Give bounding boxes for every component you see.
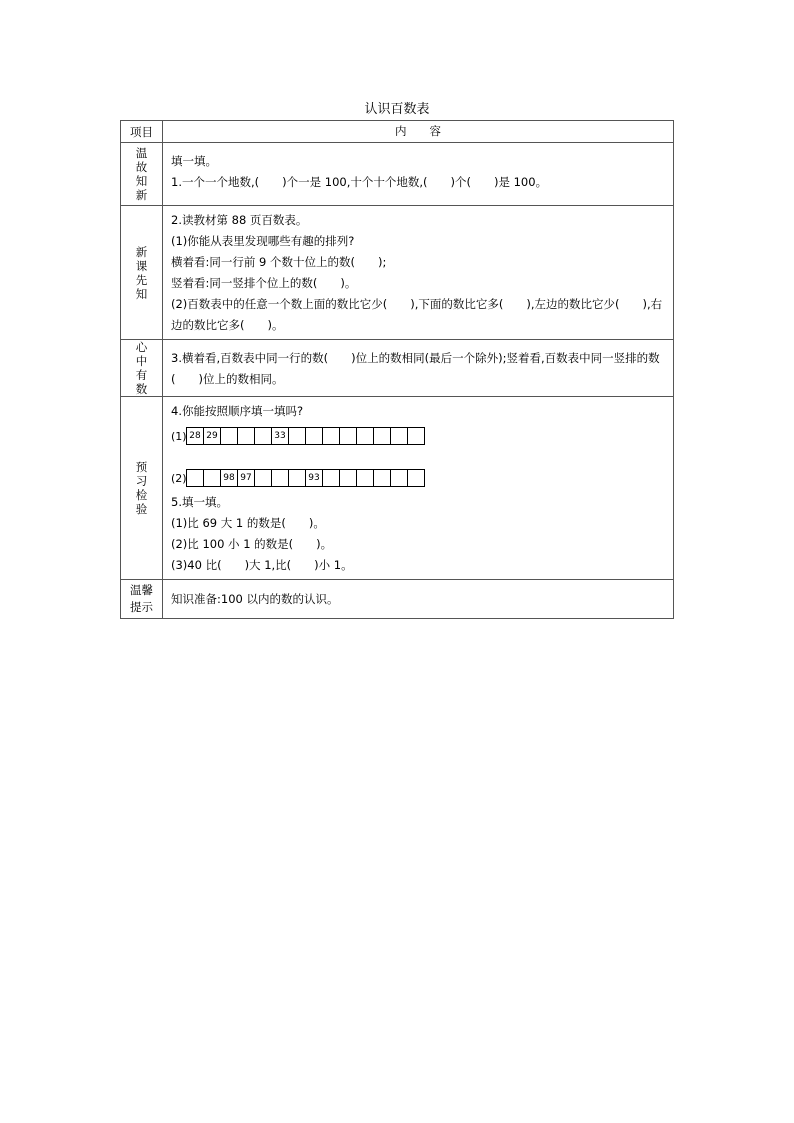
number-box[interactable]: [187, 469, 204, 487]
number-box[interactable]: [289, 469, 306, 487]
section-mind: [121, 340, 674, 397]
number-box[interactable]: 28: [187, 427, 204, 445]
section-content: [163, 206, 674, 340]
number-box[interactable]: [238, 427, 255, 445]
page-title: 认识百数表: [364, 102, 430, 117]
number-box[interactable]: [357, 427, 374, 445]
label-char: 知: [135, 286, 148, 301]
text-line: 横着看:同一行前 9 个数十位上的数( );: [171, 255, 387, 269]
label-char: 有: [135, 368, 148, 382]
row-label: (1): [171, 429, 187, 443]
section-content: [163, 397, 674, 580]
number-box[interactable]: 33: [272, 427, 289, 445]
label-char: 检: [135, 488, 148, 502]
number-boxes: [186, 469, 425, 487]
label-char: 预: [135, 460, 148, 474]
number-box[interactable]: [374, 469, 391, 487]
spacer: [171, 450, 665, 464]
label-char: 验: [135, 502, 148, 516]
section-label: [121, 580, 163, 619]
label-char: 习: [135, 474, 148, 488]
section-review: [121, 143, 674, 206]
number-box[interactable]: 97: [238, 469, 255, 487]
number-box[interactable]: [357, 469, 374, 487]
number-box[interactable]: [255, 469, 272, 487]
number-boxes: [186, 427, 425, 445]
text-line: (3)40 比( )大 1,比( )小 1。: [171, 558, 353, 572]
label-char: 温: [135, 146, 148, 160]
text-line: 填一填。: [171, 154, 217, 168]
text-line: (2)百数表中的任意一个数上面的数比它少( ),下面的数比它多( ),左边的数比它少( ),右边的数比它多( )。: [171, 297, 663, 332]
section-content: [163, 580, 674, 619]
number-box[interactable]: [391, 469, 408, 487]
text-line: 2.读教材第 88 页百数表。: [171, 213, 308, 227]
section-tips: [121, 580, 674, 619]
number-box[interactable]: [221, 427, 238, 445]
number-box[interactable]: 93: [306, 469, 323, 487]
number-box[interactable]: [255, 427, 272, 445]
text-line: 4.你能按照顺序填一填吗?: [171, 404, 304, 418]
label-word: 温馨: [130, 583, 153, 597]
number-box[interactable]: [289, 427, 306, 445]
number-box[interactable]: [408, 427, 425, 445]
number-box[interactable]: [391, 427, 408, 445]
label-char: 新: [135, 188, 148, 202]
label-char: 心: [135, 340, 148, 354]
label-char: 中: [135, 354, 148, 368]
lesson-table: [120, 120, 674, 619]
sequence-row-1: [171, 426, 665, 446]
label-char: 课: [135, 258, 148, 273]
number-box[interactable]: [408, 469, 425, 487]
number-box[interactable]: [272, 469, 289, 487]
text-line: 5.填一填。: [171, 495, 228, 509]
table-header-row: [121, 121, 674, 143]
number-box[interactable]: 29: [204, 427, 221, 445]
number-box[interactable]: [340, 427, 357, 445]
header-item: 项目: [121, 121, 163, 143]
section-label: [121, 397, 163, 580]
number-box[interactable]: [306, 427, 323, 445]
number-box[interactable]: [340, 469, 357, 487]
section-content: [163, 143, 674, 206]
section-label: [121, 340, 163, 397]
text-line: 竖着看:同一竖排个位上的数( )。: [171, 276, 357, 290]
label-char: 故: [135, 160, 148, 174]
text-line: 1.一个一个地数,( )个一是 100,十个十个地数,( )个( )是 100。: [171, 175, 548, 189]
label-word: 提示: [130, 600, 153, 614]
number-box[interactable]: [323, 469, 340, 487]
text-line: 3.横着看,百数表中同一行的数( )位上的数相同(最后一个除外);竖着看,百数表中同一竖排的数( )位上的数相同。: [171, 351, 660, 386]
text-line: (1)比 69 大 1 的数是( )。: [171, 516, 325, 530]
text-line: (1)你能从表里发现哪些有趣的排列?: [171, 234, 355, 248]
label-char: 先: [135, 272, 148, 287]
label-char: 知: [135, 174, 148, 188]
text-line: 知识准备:100 以内的数的认识。: [171, 592, 339, 606]
number-box[interactable]: [323, 427, 340, 445]
section-preview: [121, 397, 674, 580]
header-content: 内 容: [163, 121, 674, 143]
section-label: [121, 206, 163, 340]
section-label: [121, 143, 163, 206]
section-newlesson: [121, 206, 674, 340]
number-box[interactable]: [374, 427, 391, 445]
row-label: (2): [171, 471, 187, 485]
label-char: 数: [135, 382, 148, 396]
text-line: (2)比 100 小 1 的数是( )。: [171, 537, 333, 551]
section-content: [163, 340, 674, 397]
sequence-row-2: [171, 468, 665, 488]
label-char: 新: [135, 244, 148, 259]
number-box[interactable]: 98: [221, 469, 238, 487]
number-box[interactable]: [204, 469, 221, 487]
